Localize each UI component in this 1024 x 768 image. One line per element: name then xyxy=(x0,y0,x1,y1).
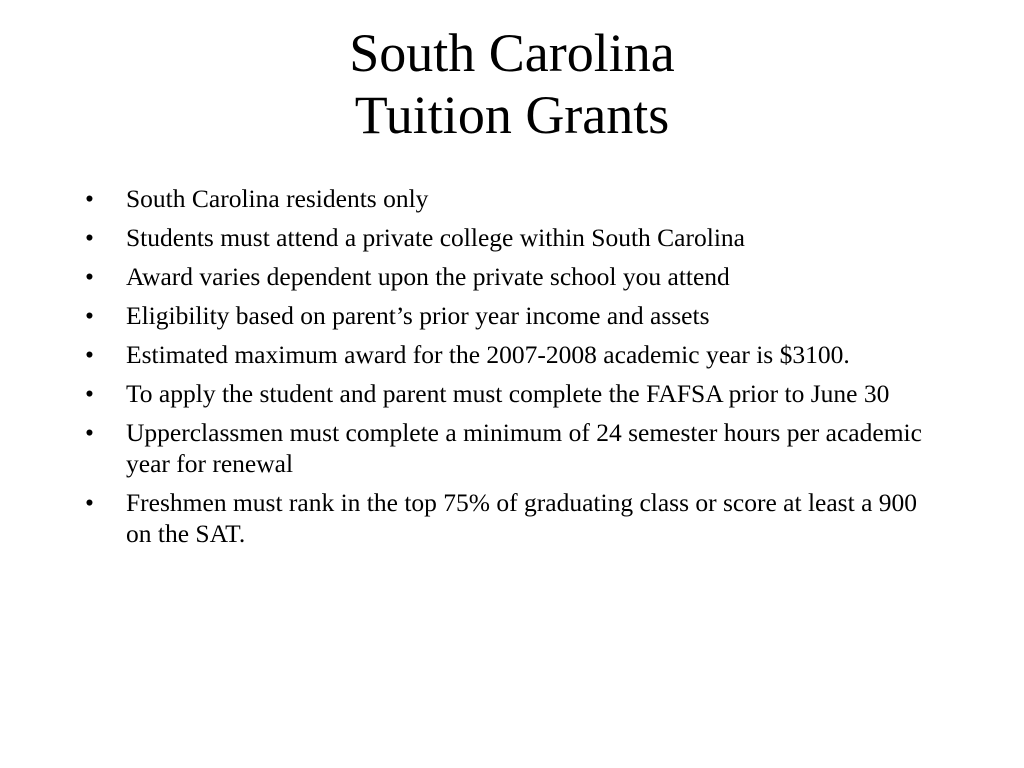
bullet-text: Estimated maximum award for the 2007-2008 academic year is $3100. xyxy=(126,340,850,369)
bullet-icon: • xyxy=(85,488,94,517)
bullet-item-eligibility xyxy=(85,300,945,331)
bullet-item-fafsa xyxy=(85,378,945,409)
slide-title xyxy=(0,22,1024,146)
bullet-text: Award varies dependent upon the private school you attend xyxy=(126,262,730,291)
bullet-item-residents xyxy=(85,183,945,214)
bullet-text: Students must attend a private college within South Carolina xyxy=(126,223,745,252)
bullet-icon: • xyxy=(85,418,94,447)
bullet-icon: • xyxy=(85,340,94,369)
bullet-item-maximum-award xyxy=(85,339,945,370)
bullet-icon: • xyxy=(85,301,94,330)
title-line-1: South Carolina xyxy=(349,23,675,83)
bullet-list xyxy=(85,183,945,557)
bullet-text: South Carolina residents only xyxy=(126,184,429,213)
bullet-icon: • xyxy=(85,379,94,408)
title-line-2: Tuition Grants xyxy=(354,85,670,145)
bullet-icon: • xyxy=(85,184,94,213)
bullet-text: Eligibility based on parent’s prior year income and assets xyxy=(126,301,710,330)
bullet-icon: • xyxy=(85,262,94,291)
bullet-item-private-college xyxy=(85,222,945,253)
bullet-icon: • xyxy=(85,223,94,252)
bullet-text: Freshmen must rank in the top 75% of graduating class or score at least a 900 on the SAT. xyxy=(126,488,918,548)
bullet-item-award-varies xyxy=(85,261,945,292)
bullet-text: Upperclassmen must complete a minimum of 24 semester hours per academic year for renewal xyxy=(126,418,922,478)
bullet-item-upperclassmen xyxy=(85,417,945,479)
bullet-item-freshmen xyxy=(85,487,945,549)
bullet-text: To apply the student and parent must complete the FAFSA prior to June 30 xyxy=(126,379,890,408)
